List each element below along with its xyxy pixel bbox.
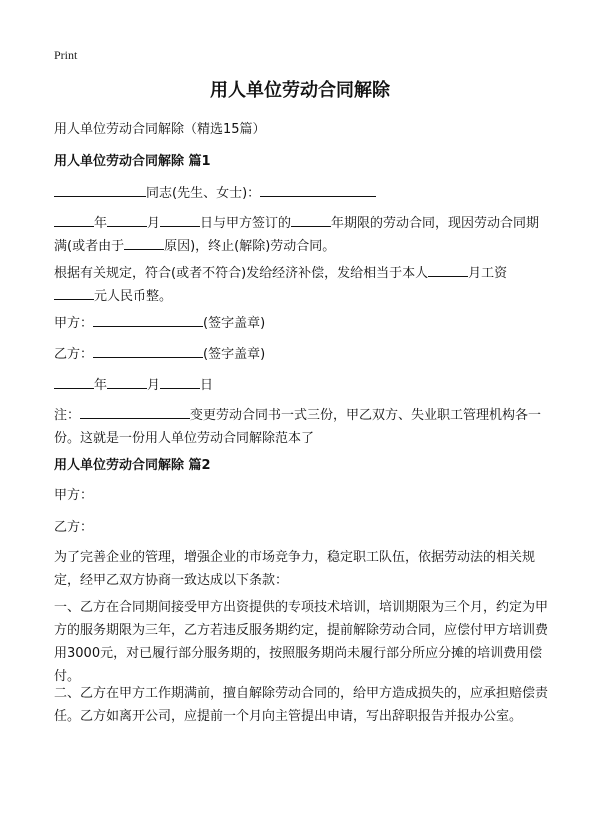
clause-2-paragraph: 二、乙方在甲方工作期满前，擅自解除劳动合同的，给甲方造成损失的，应承担赔偿责任。乙方如离开公司，应提前一个月向主管提出申请，写出辞职报告并报办公室。	[54, 686, 549, 724]
document-subtitle: 用人单位劳动合同解除（精选15篇）	[54, 122, 266, 137]
name-blank	[54, 182, 146, 197]
section2-party-a: 甲方：	[54, 488, 94, 503]
section2-party-b: 乙方：	[54, 520, 94, 535]
date-line: 年 月 日	[54, 374, 552, 397]
intro-paragraph: 为了完善企业的管理，增强企业的市场竞争力，稳定职工队伍，依据劳动法的相关规定，经甲乙双方协商一致达成以下条款：	[54, 550, 536, 588]
note-paragraph: 注： 变更劳动合同书一式三份，甲乙双方、失业职工管理机构各一份。这就是一份用人单位劳动合同解除范本了	[54, 404, 552, 450]
section2-heading: 用人单位劳动合同解除 篇2	[54, 458, 211, 473]
clause-1-paragraph: 一、乙方在合同期间接受甲方出资提供的专项技术培训，培训期限为三个月，约定为甲方的服务期限为三年，乙方若违反服务期约定，提前解除劳动合同，应偿付甲方培训费用3000元，对已履行部分服务期的，按照服务期尚未履行部分所应分摊的培训费用偿付。	[54, 600, 549, 684]
title-blank	[260, 182, 376, 197]
section1-heading: 用人单位劳动合同解除 篇1	[54, 154, 211, 169]
party-a-signature-line: 甲方： (签字盖章)	[54, 312, 552, 335]
compensation-paragraph: 根据有关规定，符合(或者不符合)发给经济补偿，发给相当于本人 月工资 元人民币整。	[54, 262, 552, 308]
print-link[interactable]: Print	[54, 48, 78, 62]
document-title: 用人单位劳动合同解除	[210, 80, 390, 101]
recipient-line: 同志(先生、女士)：	[54, 182, 552, 205]
party-b-signature-line: 乙方： (签字盖章)	[54, 343, 552, 366]
termination-paragraph: 年 月 日与甲方签订的 年期限的劳动合同，现因劳动合同期满(或者由于 原因)，终止(解除)劳动合同。	[54, 212, 552, 258]
